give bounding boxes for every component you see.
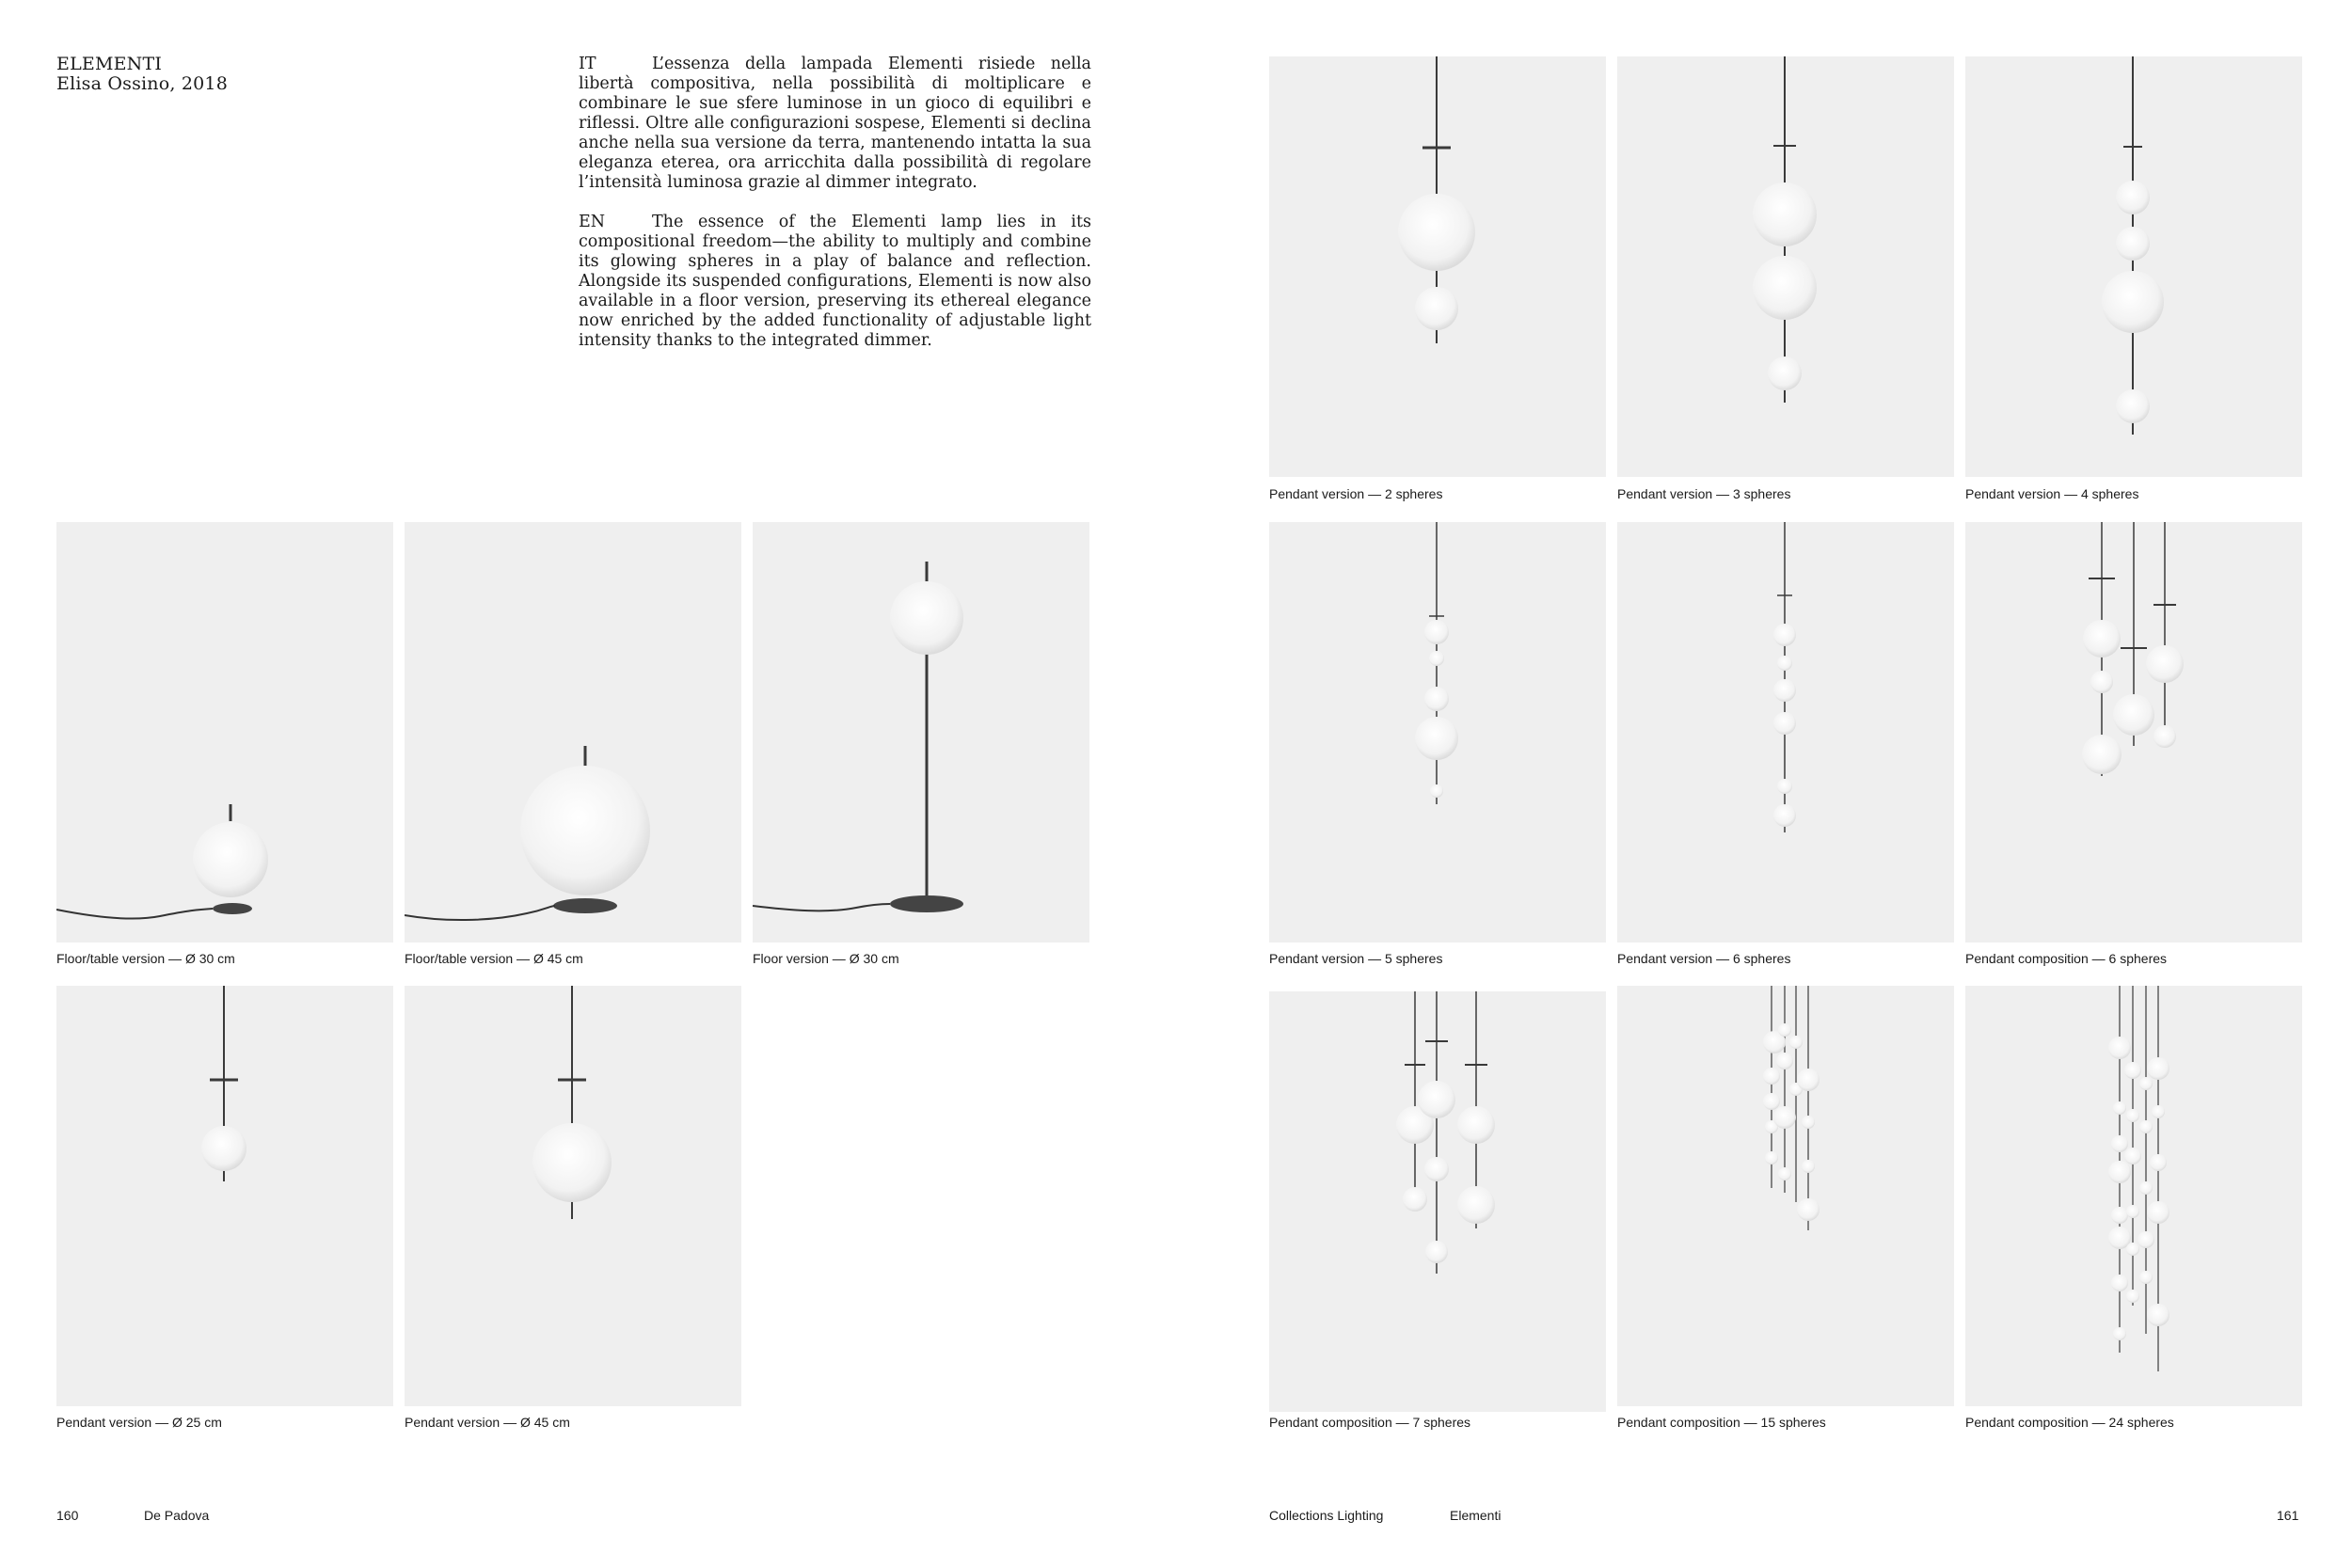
floor-lamp-icon [753,522,1089,942]
designer-credit: Elisa Ossino, 2018 [56,73,229,94]
caption-floor: Floor version — Ø 30 cm [753,951,899,966]
page-number-left: 160 [56,1508,79,1523]
product-image-table-small [56,522,393,942]
caption-table-small: Floor/table version — Ø 30 cm [56,951,235,966]
product-image-floor [753,522,1089,942]
caption-composition-6: Pendant composition — 6 spheres [1965,951,2168,966]
footer-product: Elementi [1450,1508,1502,1523]
caption-pendant-6: Pendant version — 6 spheres [1617,951,1791,966]
product-image-composition-24 [1965,986,2302,1406]
lang-label-en: EN [579,213,606,231]
product-image-composition-6 [1965,522,2302,942]
intro-en-text: The essence of the Elementi lamp lies in its compositional freedom—the ability to multiply and combine its glowing spheres in a play of balance and reflection. Alongside its suspended configurations, Elementi is now also available in a floor version, preserving its ethereal elegance now enriched by the added functionality of adjustable light intensity thanks to the integrated dimmer. [579,213,1091,350]
intro-text [579,55,1091,371]
product-name: ELEMENTI [56,54,163,74]
product-image-composition-7 [1269,991,1606,1412]
product-image-composition-15 [1617,986,1954,1406]
product-image-table-large [405,522,741,942]
intro-italian [579,55,1091,193]
table-lamp-small-icon [56,522,393,942]
composition-15-spheres-icon [1617,986,1954,1406]
composition-7-spheres-icon [1269,991,1606,1412]
pendant-small-icon [56,986,393,1406]
pendant-4-spheres-icon [1965,56,2302,477]
caption-pendant-2: Pendant version — 2 spheres [1269,486,1443,501]
caption-composition-24: Pendant composition — 24 spheres [1965,1415,2174,1430]
caption-pendant-4: Pendant version — 4 spheres [1965,486,2139,501]
caption-table-large: Floor/table version — Ø 45 cm [405,951,583,966]
pendant-5-spheres-icon [1269,522,1606,942]
table-lamp-large-icon [405,522,741,942]
product-image-pendant-4 [1965,56,2302,477]
caption-pendant-large: Pendant version — Ø 45 cm [405,1415,570,1430]
product-image-pendant-large [405,986,741,1406]
intro-english [579,213,1091,351]
lang-label-it: IT [579,55,596,73]
caption-composition-7: Pendant composition — 7 spheres [1269,1415,1471,1430]
caption-pendant-3: Pendant version — 3 spheres [1617,486,1791,501]
composition-24-spheres-icon [1965,986,2302,1406]
product-image-pendant-3 [1617,56,1954,477]
product-image-pendant-2 [1269,56,1606,477]
pendant-large-icon [405,986,741,1406]
intro-it-text: L’essenza della lampada Elementi risiede nella libertà compositiva, nella possibilità di moltiplicare e combinare le sue sfere luminose in un gioco di equilibri e riflessi. Oltre alle configurazioni sospese, Elementi si declina anche nella sua versione da terra, mantenendo intatta la sua eleganza eterea, ora arricchita dalla possibilità di regolare l’intensità luminosa grazie al dimmer integrato. [579,55,1091,192]
footer-brand: De Padova [144,1508,210,1523]
composition-6-spheres-icon [1965,522,2302,942]
pendant-3-spheres-icon [1617,56,1954,477]
footer-section: Collections Lighting [1269,1508,1384,1523]
caption-pendant-small: Pendant version — Ø 25 cm [56,1415,222,1430]
pendant-6-spheres-icon [1617,522,1954,942]
product-image-pendant-small [56,986,393,1406]
title-block [56,55,228,94]
pendant-2-spheres-icon [1269,56,1606,477]
page-number-right: 161 [2277,1508,2299,1523]
product-image-pendant-6 [1617,522,1954,942]
product-image-pendant-5 [1269,522,1606,942]
caption-pendant-5: Pendant version — 5 spheres [1269,951,1443,966]
caption-composition-15: Pendant composition — 15 spheres [1617,1415,1826,1430]
